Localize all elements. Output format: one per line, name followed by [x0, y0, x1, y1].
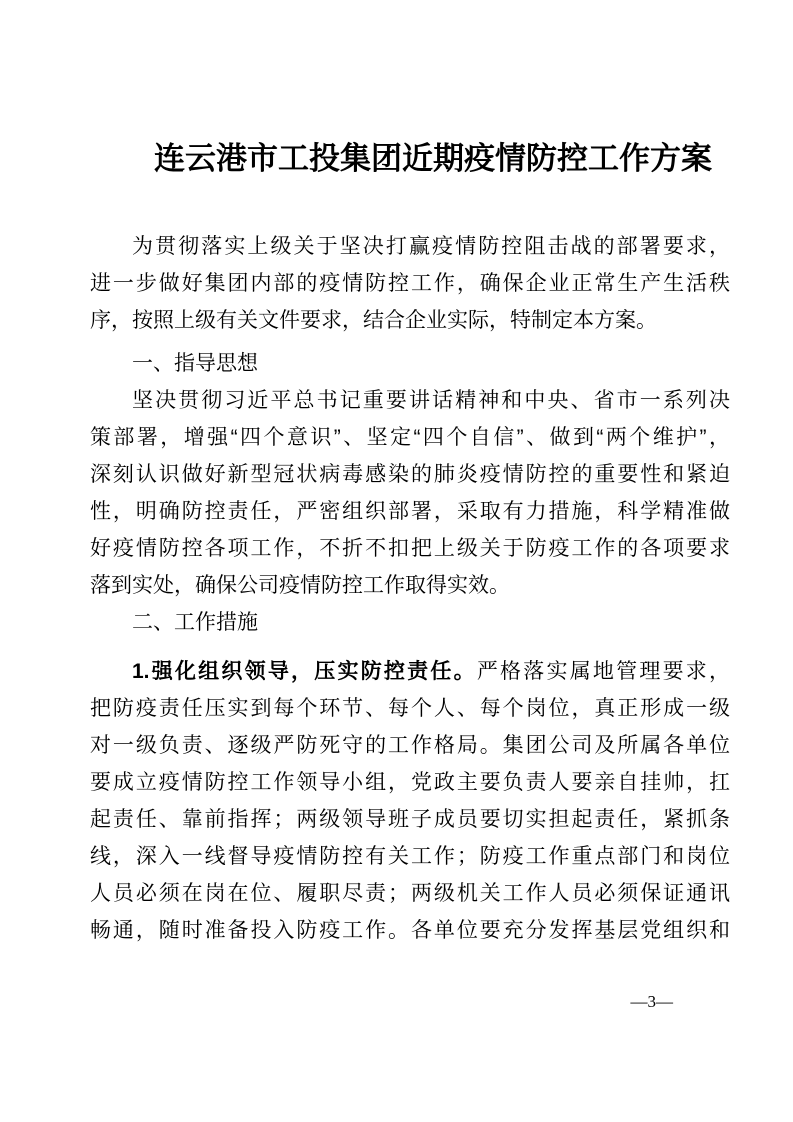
paragraph-line: 落到实处，确保公司疫情防控工作取得实效。: [90, 574, 510, 597]
paragraph-line: 性，明确防控责任，严密组织部署，采取有力措施，科学精准做: [90, 500, 730, 523]
page-number: —3—: [630, 992, 673, 1011]
paragraph-line: 线，深入一线督导疫情防控有关工作；防疫工作重点部门和岗位: [90, 845, 730, 868]
document-title: 连云港市工投集团近期疫情防控工作方案: [154, 141, 712, 176]
paragraph-line: 为贯彻落实上级关于坚决打赢疫情防控阻击战的部署要求，: [132, 235, 730, 258]
bold-lead-text: 1.强化组织领导，压实防控责任。: [132, 660, 477, 683]
document-content: [90, 136, 730, 949]
paragraph-line: 序，按照上级有关文件要求，结合企业实际，特制定本方案。: [90, 309, 657, 332]
paragraph-line: 把防疫责任压实到每个环节、每个人、每个岗位，真正形成一级: [90, 697, 730, 720]
paragraph-line-rest: 严格落实属地管理要求，: [476, 660, 731, 683]
paragraph-line: 好疫情防控各项工作，不折不扣把上级关于防疫工作的各项要求: [90, 537, 730, 560]
section-heading-2: 二、工作措施: [132, 611, 258, 634]
paragraph-line: 进一步做好集团内部的疫情防控工作，确保企业正常生产生活秩: [90, 272, 730, 295]
paragraph-line: 畅通，随时准备投入防疫工作。各单位要充分发挥基层党组织和: [90, 919, 730, 942]
paragraph-line: 人员必须在岗在位、履职尽责；两级机关工作人员必须保证通讯: [90, 882, 730, 905]
paragraph-line: 策部署，增强“四个意识”、坚定“四个自信”、做到“两个维护”，: [90, 426, 730, 449]
paragraph-line: [90, 653, 730, 690]
paragraph-line: 起责任、靠前指挥；两级领导班子成员要切实担起责任，紧抓条: [90, 808, 730, 831]
section-heading-1: 一、指导思想: [132, 352, 258, 375]
paragraph-line: 深刻认识做好新型冠状病毒感染的肺炎疫情防控的重要性和紧迫: [90, 463, 730, 486]
paragraph-1: [90, 228, 730, 339]
paragraph-line: 要成立疫情防控工作领导小组，党政主要负责人要亲自挂帅，扛: [90, 771, 730, 794]
paragraph-3: [90, 653, 730, 949]
paragraph-2: [90, 382, 730, 604]
paragraph-line: 坚决贯彻习近平总书记重要讲话精神和中央、省市一系列决: [132, 389, 730, 412]
paragraph-line: 对一级负责、逐级严防死守的工作格局。集团公司及所属各单位: [90, 734, 730, 757]
